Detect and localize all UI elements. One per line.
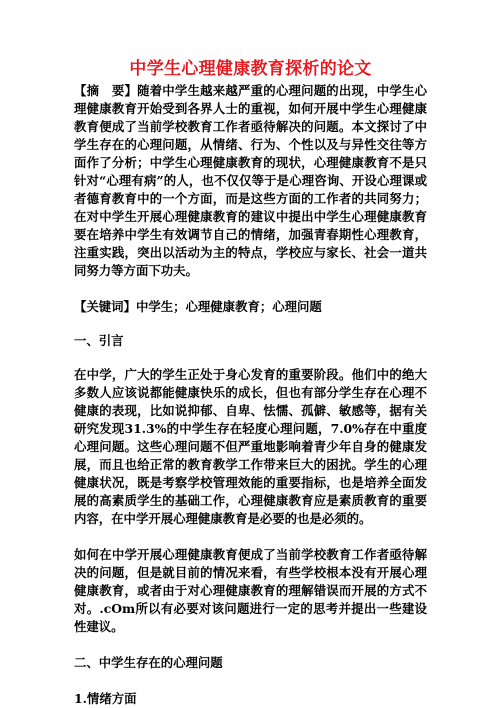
section-heading-problems: 二、中学生存在的心理问题 [74, 655, 223, 670]
intro-paragraph-1: 在中学，广大的学生正处于身心发育的重要阶段。他们中的绝大多数人应该说都能健康快乐的成长，但也有部分学生存在心理不健康的表现，比如说抑郁、自卑、怯懦、孤僻、敏感等，据有关研究发现31.3%的中学生存在轻度心理问题，7.0%存在中重度心理问题。这些心理问题不但严重地影响着青少年自身的健康发展，而且也给正常的教育教学工作带来巨大的困扰。学生的心理健康状况，既是考察学校管理效能的重要指标，也是培养全面发展的高素质学生的基础工作，心理健康教育应是素质教育的重要内容，在中学开展心理健康教育是必要的也是必须的。 [74, 367, 427, 526]
subsection-heading-emotion: 1.情绪方面 [74, 691, 137, 706]
abstract-paragraph: 【摘 要】随着中学生越来越严重的心理问题的出现，中学生心理健康教育开始受到各界人士的重视，如何开展中学生心理健康教育便成了当前学校教育工作者亟待解决的问题。本文探讨了中学生存在的心理问题，从情绪、行为、个性以及与异性交往等方面作了分析；中学生心理健康教育的现状，心理健康教育不是只针对“心理有病”的人，也不仅仅等于是心理咨询、开设心理课或者德育教育中的一个方面，而是这些方面的工作者的共同努力；在对中学生开展心理健康教育的建议中提出中学生心理健康教育要在培养中学生有效调节自己的情绪，加强青春期性心理教育，注重实践，突出以活动为主的特点，学校应与家长、社会一道共同努力等方面下功夫。 [74, 83, 427, 278]
section-heading-introduction: 一、引言 [74, 333, 124, 348]
intro-paragraph-2: 如何在中学开展心理健康教育便成了当前学校教育工作者亟待解决的问题，但是就目前的情况来看，有些学校根本没有开展心理健康教育，或者由于对心理健康教育的理解错误而开展的方式不对。.cOm所以有必要对该问题进行一定的思考并提出一些建设性建议。 [74, 547, 427, 634]
keywords-line: 【关键词】中学生；心理健康教育；心理问题 [74, 299, 322, 314]
document-title: 中学生心理健康教育探析的论文 [129, 59, 372, 79]
